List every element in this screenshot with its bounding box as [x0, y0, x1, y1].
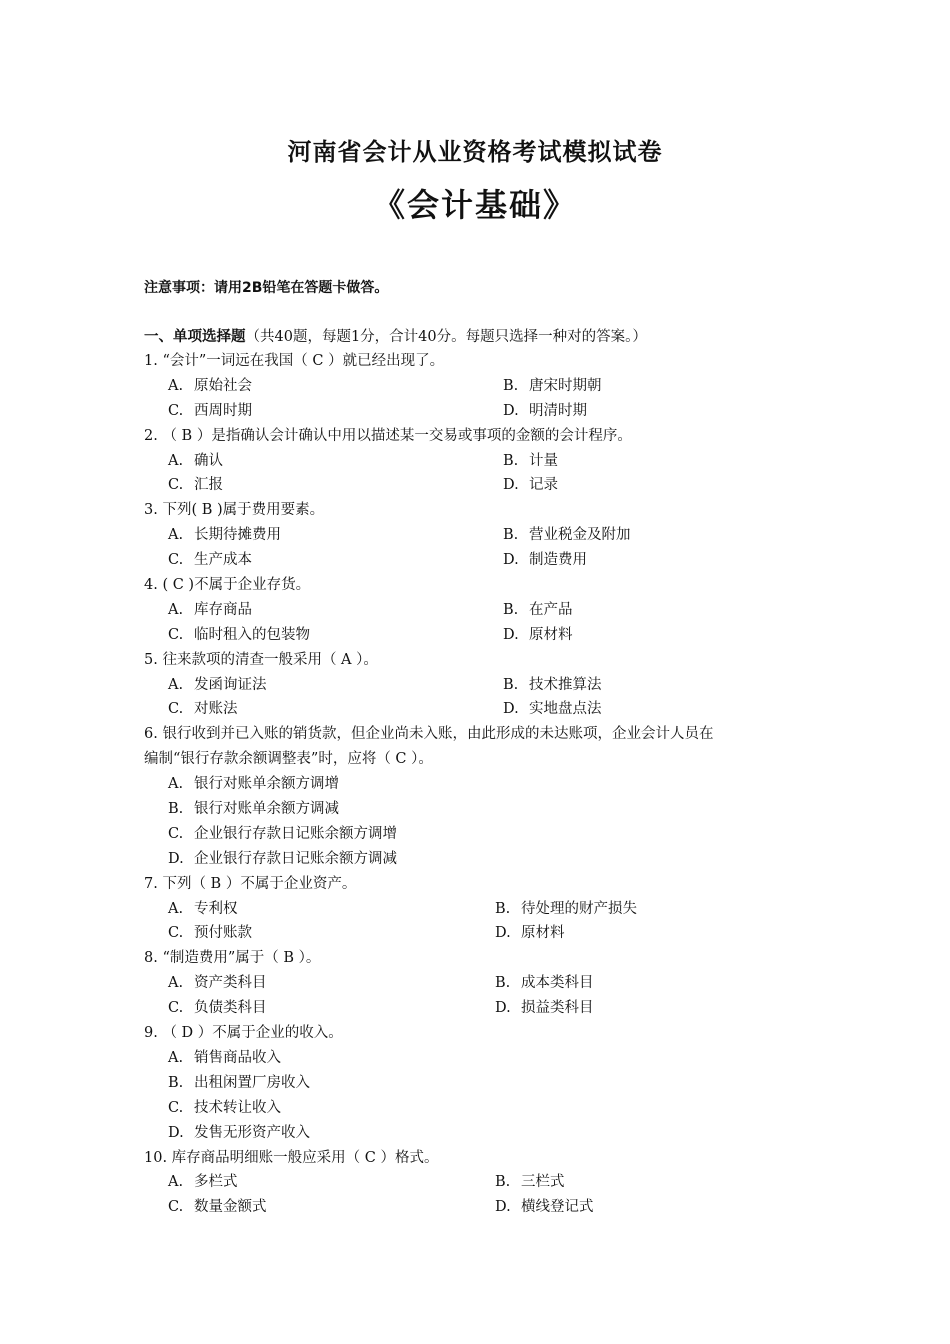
question-stem: 3. 下列( B )属于费用要素。 — [144, 502, 325, 519]
answer-option — [168, 797, 339, 822]
option-text: 横线登记式 — [521, 1199, 594, 1216]
question-stem: 5. 往来款项的清查一般采用（ A ）。 — [144, 651, 378, 668]
option-row — [0, 996, 950, 1021]
answer-option — [168, 772, 339, 797]
exam-title: 河南省会计从业资格考试模拟试卷 — [287, 138, 663, 166]
answer-option — [168, 1096, 281, 1121]
question-item — [0, 424, 950, 499]
answer-option — [503, 374, 602, 399]
answer-option — [168, 623, 310, 648]
option-row — [0, 1096, 950, 1121]
option-text: 记录 — [529, 477, 558, 494]
answer-option — [168, 1170, 238, 1195]
option-row — [0, 847, 950, 872]
answer-option — [503, 673, 602, 698]
answer-option — [168, 449, 223, 474]
answer-option — [168, 897, 238, 922]
answer-option — [495, 996, 594, 1021]
option-text: 专利权 — [194, 900, 238, 917]
option-text: 对账法 — [194, 701, 238, 718]
option-letter: D. — [503, 402, 519, 419]
option-row — [0, 822, 950, 847]
answer-option — [168, 473, 223, 498]
option-text: 技术转让收入 — [194, 1099, 281, 1116]
question-stem: 4. ( C )不属于企业存货。 — [144, 577, 311, 594]
answer-option — [503, 399, 587, 424]
question-stem: 8. “制造费用”属于（ B ）。 — [144, 950, 321, 967]
option-letter: A. — [168, 776, 184, 793]
option-letter: C. — [168, 925, 184, 942]
option-row — [0, 1170, 950, 1195]
option-text: 企业银行存款日记账余额方调减 — [194, 850, 397, 867]
option-row — [0, 1071, 950, 1096]
option-letter: C. — [168, 477, 184, 494]
option-text: 多栏式 — [194, 1174, 238, 1191]
option-text: 库存商品 — [194, 601, 252, 618]
option-letter: B. — [503, 676, 519, 693]
option-letter: D. — [495, 1199, 511, 1216]
option-text: 西周时期 — [194, 402, 252, 419]
option-text: 成本类科目 — [521, 975, 594, 992]
option-letter: A. — [168, 900, 184, 917]
answer-option — [495, 1195, 594, 1220]
question-item — [0, 872, 950, 947]
question-item — [0, 946, 950, 1021]
option-letter: C. — [168, 626, 184, 643]
option-text: 唐宋时期朝 — [529, 377, 602, 394]
question-stem: 9. （ D ）不属于企业的收入。 — [144, 1025, 343, 1042]
question-stem-continued: 编制“银行存款余额调整表”时，应将（ C ）。 — [144, 751, 433, 768]
option-letter: B. — [503, 377, 519, 394]
answer-option — [168, 1195, 267, 1220]
option-row — [0, 1121, 950, 1146]
exam-notice: 注意事项：请用2B铅笔在答题卡做答。 — [144, 280, 389, 296]
option-row — [0, 548, 950, 573]
question-item — [0, 498, 950, 573]
answer-option — [168, 996, 267, 1021]
option-letter: D. — [168, 1124, 184, 1141]
option-letter: C. — [168, 1099, 184, 1116]
option-text: 制造费用 — [529, 552, 587, 569]
answer-option — [503, 523, 631, 548]
question-item — [0, 573, 950, 648]
answer-option — [503, 548, 587, 573]
option-text: 销售商品收入 — [194, 1049, 281, 1066]
answer-option — [168, 971, 267, 996]
option-letter: B. — [495, 1174, 511, 1191]
option-text: 银行对账单余额方调减 — [194, 801, 339, 818]
option-text: 发函询证法 — [194, 676, 267, 693]
question-stem: 2. （ B ）是指确认会计确认中用以描述某一交易或事项的金额的会计程序。 — [144, 427, 632, 444]
option-letter: C. — [168, 402, 184, 419]
answer-option — [168, 598, 252, 623]
question-item — [0, 1146, 950, 1221]
option-text: 负债类科目 — [194, 1000, 267, 1017]
answer-option — [168, 673, 267, 698]
option-row — [0, 897, 950, 922]
option-letter: D. — [168, 850, 184, 867]
option-letter: C. — [168, 825, 184, 842]
section-heading — [144, 325, 647, 349]
option-row — [0, 797, 950, 822]
answer-option — [503, 598, 573, 623]
answer-option — [168, 523, 281, 548]
option-text: 在产品 — [529, 601, 573, 618]
option-text: 损益类科目 — [521, 1000, 594, 1017]
option-letter: D. — [503, 552, 519, 569]
option-text: 明清时期 — [529, 402, 587, 419]
option-text: 长期待摊费用 — [194, 527, 281, 544]
option-text: 企业银行存款日记账余额方调增 — [194, 825, 397, 842]
exam-subject-title: 《会计基础》 — [372, 186, 577, 224]
answer-option — [495, 897, 637, 922]
option-row — [0, 1046, 950, 1071]
option-letter: D. — [503, 701, 519, 718]
option-row — [0, 697, 950, 722]
answer-option — [503, 473, 558, 498]
option-letter: D. — [495, 925, 511, 942]
option-text: 原材料 — [529, 626, 573, 643]
section-title: 一、单项选择题 — [144, 329, 246, 345]
option-text: 发售无形资产收入 — [194, 1124, 310, 1141]
option-letter: B. — [503, 452, 519, 469]
question-item — [0, 722, 950, 871]
option-text: 技术推算法 — [529, 676, 602, 693]
option-letter: B. — [503, 527, 519, 544]
option-row — [0, 971, 950, 996]
option-text: 待处理的财产损失 — [521, 900, 637, 917]
answer-option — [495, 921, 565, 946]
answer-option — [503, 449, 558, 474]
question-item — [0, 648, 950, 723]
option-row — [0, 473, 950, 498]
option-row — [0, 523, 950, 548]
answer-option — [495, 1170, 565, 1195]
question-stem: 10. 库存商品明细账一般应采用（ C ）格式。 — [144, 1149, 439, 1166]
answer-option — [168, 1121, 310, 1146]
option-letter: A. — [168, 1174, 184, 1191]
option-letter: A. — [168, 452, 184, 469]
option-row — [0, 598, 950, 623]
answer-option — [168, 1046, 281, 1071]
answer-option — [503, 623, 573, 648]
option-text: 实地盘点法 — [529, 701, 602, 718]
option-row — [0, 1195, 950, 1220]
option-letter: B. — [495, 975, 511, 992]
question-list — [0, 349, 950, 1220]
section-instruction: （共40题，每题1分，合计40分。每题只选择一种对的答案。） — [245, 329, 647, 345]
option-text: 原始社会 — [194, 377, 252, 394]
answer-option — [168, 822, 397, 847]
question-item — [0, 1021, 950, 1145]
option-letter: A. — [168, 975, 184, 992]
option-row — [0, 374, 950, 399]
option-row — [0, 449, 950, 474]
option-letter: C. — [168, 1199, 184, 1216]
option-letter: C. — [168, 552, 184, 569]
option-letter: A. — [168, 377, 184, 394]
option-text: 营业税金及附加 — [529, 527, 631, 544]
option-text: 预付账款 — [194, 925, 252, 942]
option-text: 数量金额式 — [194, 1199, 267, 1216]
question-stem: 6. 银行收到并已入账的销货款，但企业尚未入账，由此形成的未达账项，企业会计人员在 — [144, 726, 714, 743]
option-row — [0, 673, 950, 698]
option-text: 三栏式 — [521, 1174, 565, 1191]
option-letter: D. — [503, 626, 519, 643]
option-text: 生产成本 — [194, 552, 252, 569]
option-text: 临时租入的包装物 — [194, 626, 310, 643]
answer-option — [168, 847, 397, 872]
option-letter: C. — [168, 1000, 184, 1017]
option-row — [0, 921, 950, 946]
answer-option — [168, 399, 252, 424]
option-letter: B. — [168, 1074, 184, 1091]
option-letter: C. — [168, 701, 184, 718]
answer-option — [495, 971, 594, 996]
option-letter: D. — [503, 477, 519, 494]
answer-option — [503, 697, 602, 722]
option-text: 确认 — [194, 452, 223, 469]
option-letter: B. — [503, 601, 519, 618]
answer-option — [168, 921, 252, 946]
option-text: 计量 — [529, 452, 558, 469]
answer-option — [168, 374, 252, 399]
question-stem: 1. “会计”一词远在我国（ C ）就已经出现了。 — [144, 353, 445, 369]
option-letter: B. — [495, 900, 511, 917]
option-text: 银行对账单余额方调增 — [194, 776, 339, 793]
answer-option — [168, 697, 238, 722]
option-letter: A. — [168, 1049, 184, 1066]
option-text: 汇报 — [194, 477, 223, 494]
question-stem: 7. 下列（ B ）不属于企业资产。 — [144, 875, 357, 892]
option-text: 资产类科目 — [194, 975, 267, 992]
answer-option — [168, 548, 252, 573]
question-item — [0, 349, 950, 424]
answer-option — [168, 1071, 310, 1096]
option-letter: A. — [168, 527, 184, 544]
option-row — [0, 399, 950, 424]
option-letter: A. — [168, 676, 184, 693]
option-letter: A. — [168, 601, 184, 618]
option-row — [0, 623, 950, 648]
option-text: 原材料 — [521, 925, 565, 942]
option-row — [0, 772, 950, 797]
option-letter: B. — [168, 801, 184, 818]
option-text: 出租闲置厂房收入 — [194, 1074, 310, 1091]
option-letter: D. — [495, 1000, 511, 1017]
